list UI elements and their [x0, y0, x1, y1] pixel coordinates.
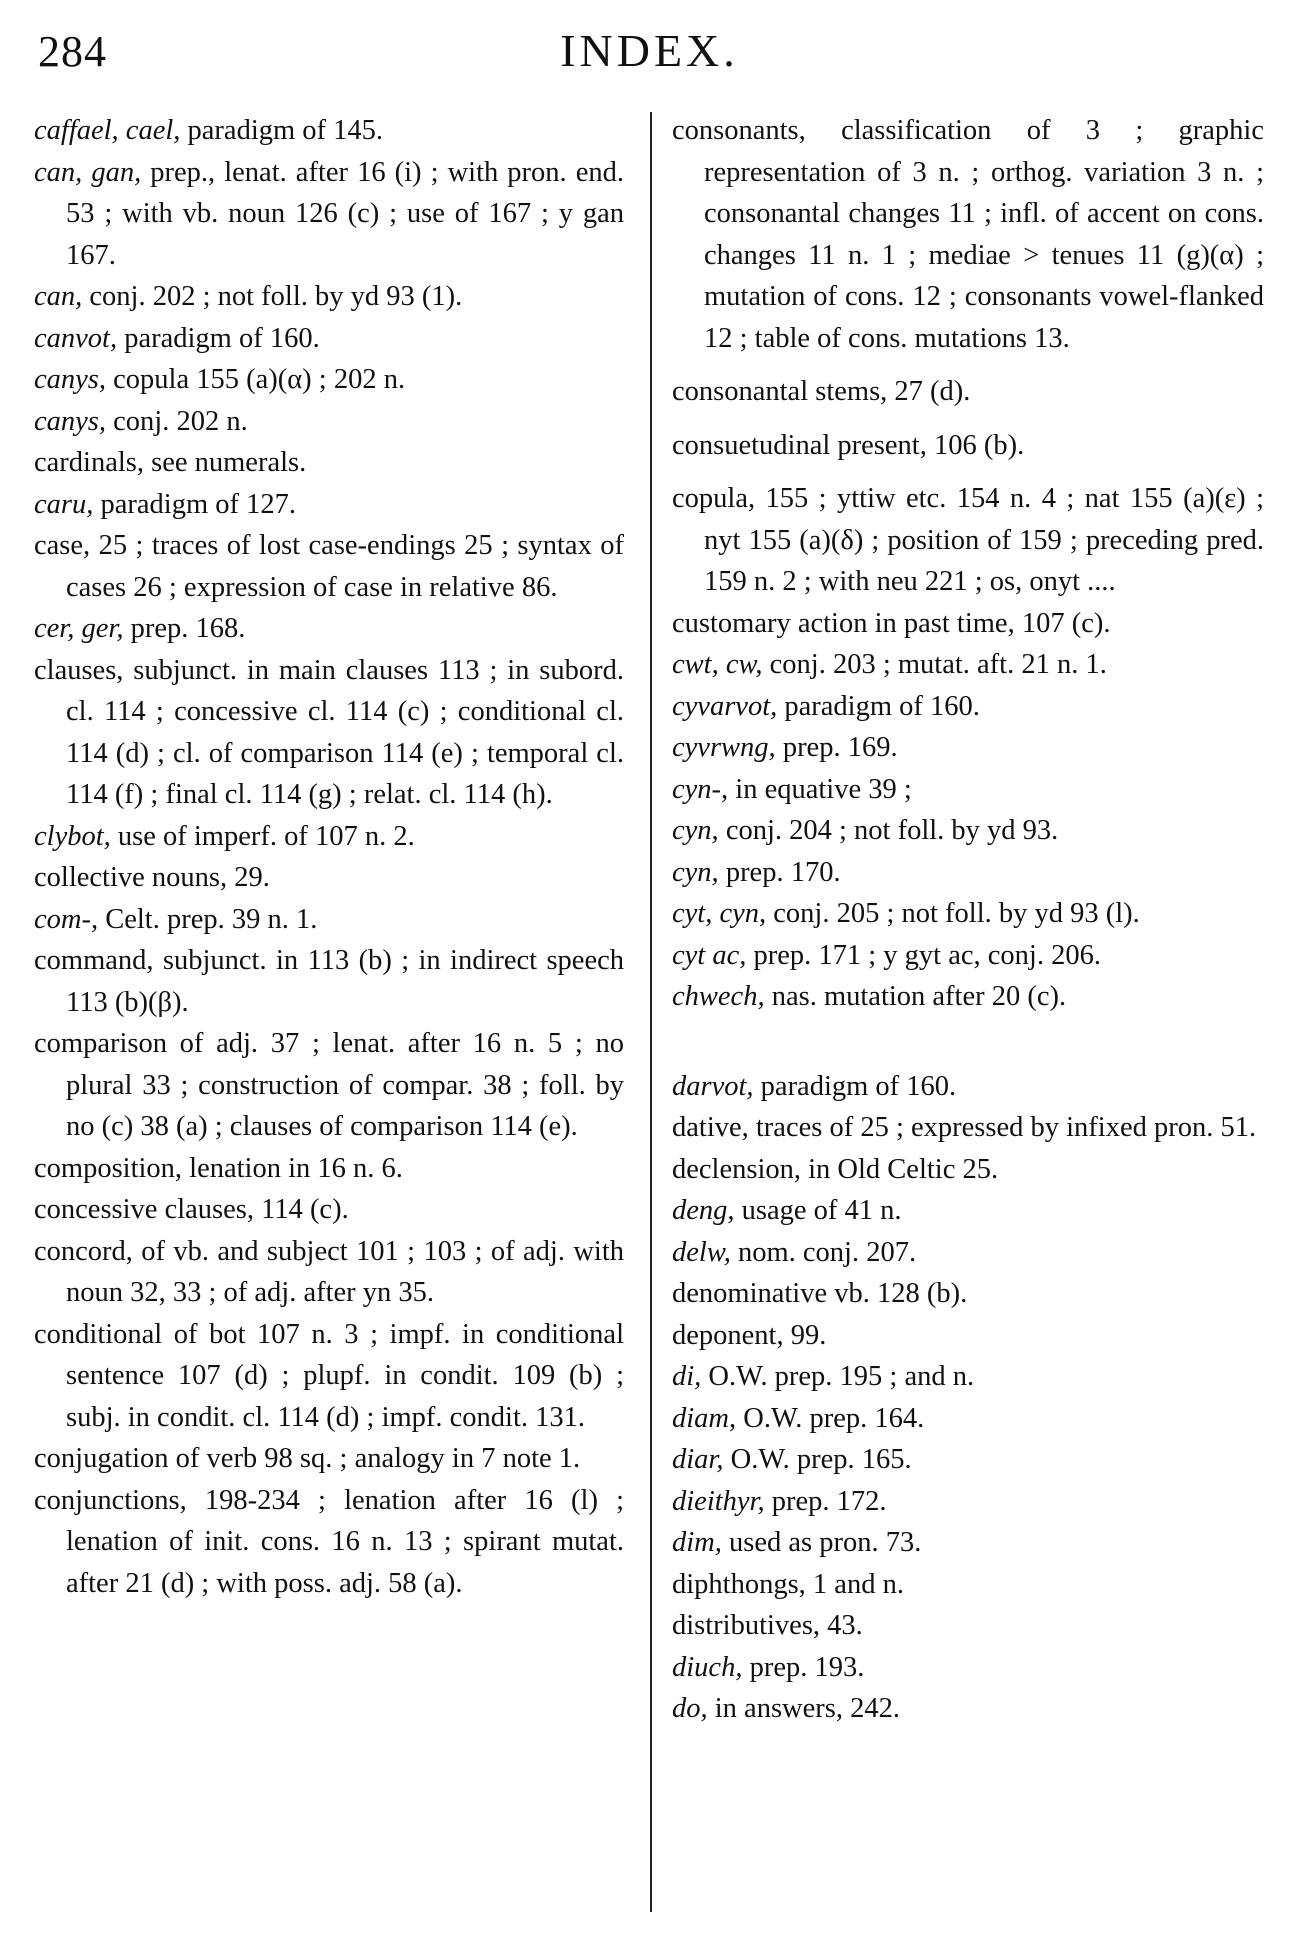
index-entry: [672, 810, 1264, 852]
entry-headword: canvot,: [34, 322, 118, 354]
entry-headword: chwech,: [672, 981, 765, 1012]
entry-headword: cyt ac,: [672, 939, 747, 971]
index-entry: [34, 608, 624, 650]
index-entry: [34, 1148, 624, 1190]
index-entry: [672, 1232, 1264, 1274]
index-column-right: [672, 110, 1264, 1730]
index-entry: [672, 478, 1264, 603]
index-column-left: [34, 110, 624, 1604]
index-entry: [672, 1273, 1264, 1315]
entry-headword: delw,: [672, 1236, 731, 1268]
entry-text: paradigm of 160.: [117, 322, 320, 354]
index-entry: [672, 1190, 1264, 1232]
entry-headword: cyt, cyn,: [672, 898, 767, 929]
entry-text: concord, of vb. and subject 101 ; 103 ; of adj. with noun 32, 33 ; of adj. after yn 35.: [34, 1235, 624, 1308]
index-entry: [672, 852, 1264, 894]
index-entry: [672, 425, 1264, 467]
entry-headword: deng,: [672, 1195, 735, 1226]
index-entry: [34, 359, 624, 401]
index-entry: [34, 1438, 624, 1480]
entry-text: conj. 204 ; not foll. by yd 93.: [718, 815, 1059, 846]
entry-headword: cyvarvot,: [672, 690, 778, 722]
entry-headword: cyn,: [672, 856, 719, 888]
entry-text: in equative 39 ;: [728, 773, 912, 805]
index-entry: [672, 1564, 1264, 1606]
index-entry: [34, 484, 624, 526]
index-entry: [672, 644, 1264, 686]
entry-headword: com-,: [34, 903, 99, 935]
entry-headword: diam,: [672, 1402, 737, 1434]
entry-headword: canys,: [34, 364, 107, 395]
entry-text: prep. 170.: [718, 856, 841, 888]
entry-headword: cyvrwng,: [672, 732, 776, 763]
entry-headword: cer, ger,: [34, 613, 124, 644]
entry-text: conjunctions, 198-234 ; lenation after 16 (l) ; lenation of init. cons. 16 n. 13 ; spirant mutat. after 21 (d) ; with poss. adj. 58 (a).: [34, 1484, 624, 1599]
entry-text: O.W. prep. 164.: [736, 1402, 925, 1434]
entry-text: consonantal stems, 27 (d).: [672, 376, 971, 407]
entry-headword: caffael, cael,: [34, 115, 181, 146]
index-entry: [34, 899, 624, 941]
entry-text: prep. 171 ; y gyt ac, conj. 206.: [746, 939, 1101, 971]
index-entry: [34, 110, 624, 152]
index-entry: [672, 1315, 1264, 1357]
index-entry: [34, 401, 624, 443]
index-entry: [34, 1023, 624, 1148]
index-entry: [672, 1066, 1264, 1108]
entry-text: conj. 202 n.: [106, 405, 248, 437]
index-entry: [34, 525, 624, 608]
entry-text: consuetudinal present, 106 (b).: [672, 429, 1025, 461]
entry-text: composition, lenation in 16 n. 6.: [34, 1152, 403, 1184]
entry-headword: dieithyr,: [672, 1485, 765, 1517]
entry-text: prep. 172.: [764, 1485, 887, 1517]
entry-text: prep., lenat. after 16 (i) ; with pron. end. 53 ; with vb. noun 126 (c) ; use of 167 ; y gan 167.: [66, 156, 624, 271]
entry-text: in answers, 242.: [707, 1693, 900, 1724]
entry-headword: dim,: [672, 1527, 722, 1558]
entry-text: used as pron. 73.: [721, 1527, 922, 1558]
entry-text: customary action in past time, 107 (c).: [672, 607, 1111, 639]
entry-text: conditional of bot 107 n. 3 ; impf. in conditional sentence 107 (d) ; plupf. in condit. 109 (b) ; subj. in condit. cl. 114 (d) ; impf. condit. 131.: [34, 1318, 624, 1433]
entry-headword: do,: [672, 1693, 708, 1724]
index-entry: [672, 1688, 1264, 1730]
entry-text: paradigm of 145.: [180, 115, 384, 146]
entry-text: prep. 169.: [775, 732, 898, 763]
index-entry: [34, 816, 624, 858]
entry-text: conj. 205 ; not foll. by yd 93 (l).: [766, 898, 1140, 929]
entry-headword: diar,: [672, 1444, 724, 1475]
index-entry: [672, 371, 1264, 413]
entry-text: copula 155 (a)(α) ; 202 n.: [106, 364, 406, 395]
entry-text: use of imperf. of 107 n. 2.: [110, 820, 415, 852]
entry-text: dative, traces of 25 ; expressed by infixed pron. 51.: [672, 1112, 1257, 1143]
entry-text: conj. 202 ; not foll. by yd 93 (1).: [82, 281, 463, 312]
entry-text: deponent, 99.: [672, 1319, 827, 1351]
column-divider: [650, 112, 652, 1912]
index-entry: [672, 686, 1264, 728]
index-entry: [672, 727, 1264, 769]
entry-text: paradigm of 127.: [93, 488, 296, 520]
entry-headword: clybot,: [34, 820, 111, 852]
index-entry: [34, 318, 624, 360]
entry-text: cardinals, see numerals.: [34, 447, 307, 478]
entry-text: clauses, subjunct. in main clauses 113 ; in subord. cl. 114 ; concessive cl. 114 (c) ; conditional cl. 114 (d) ; cl. of comparison 114 (e) ; temporal cl. 114 (f) ; final cl. 114 (g) ; relat. cl. 114 (h).: [34, 654, 624, 810]
index-entry: [672, 1107, 1264, 1149]
index-entry: [672, 110, 1264, 359]
index-entry: [34, 152, 624, 277]
index-entry: [34, 442, 624, 484]
entry-text: O.W. prep. 165.: [723, 1444, 912, 1475]
index-entry: [34, 1314, 624, 1439]
index-entry: [672, 1149, 1264, 1191]
entry-headword: caru,: [34, 488, 94, 520]
entry-text: conjugation of verb 98 sq. ; analogy in 7 note 1.: [34, 1443, 581, 1474]
entry-text: O.W. prep. 195 ; and n.: [701, 1361, 975, 1392]
index-entry: [34, 1189, 624, 1231]
entry-text: collective nouns, 29.: [34, 862, 270, 893]
entry-text: case, 25 ; traces of lost case-endings 25 ; syntax of cases 26 ; expression of case in relative 86.: [34, 530, 624, 603]
entry-text: nas. mutation after 20 (c).: [764, 981, 1067, 1012]
entry-text: conj. 203 ; mutat. aft. 21 n. 1.: [762, 649, 1107, 680]
index-entry: [34, 857, 624, 899]
index-entry: [672, 1522, 1264, 1564]
entry-text: distributives, 43.: [672, 1610, 863, 1641]
index-entry: [34, 1231, 624, 1314]
index-entry: [672, 935, 1264, 977]
entry-headword: darvot,: [672, 1070, 754, 1102]
index-entry: [34, 650, 624, 816]
entry-text: paradigm of 160.: [753, 1070, 957, 1102]
entry-text: diphthongs, 1 and n.: [672, 1568, 904, 1600]
entry-headword: can, gan,: [34, 156, 142, 188]
page-number: 284: [38, 27, 107, 76]
entry-text: consonants, classification of 3 ; graphic representation of 3 n. ; orthog. variation 3 n. ; consonantal changes 11 ; infl. of accent on cons. changes 11 n. 1 ; mediae > tenues 11 (g)(α) ; mutation of cons. 12 ; consonants vowel-flanked 12 ; table of cons. mutations 13.: [672, 115, 1264, 354]
entry-headword: diuch,: [672, 1651, 743, 1683]
index-entry: [34, 1480, 624, 1605]
entry-text: prep. 168.: [123, 613, 246, 644]
index-entry: [672, 1605, 1264, 1647]
index-entry: [672, 603, 1264, 645]
page-title: INDEX.: [560, 25, 739, 76]
index-entry: [672, 1398, 1264, 1440]
entry-text: Celt. prep. 39 n. 1.: [98, 903, 318, 935]
entry-headword: cwt, cw,: [672, 649, 763, 680]
entry-headword: can,: [34, 281, 83, 312]
entry-text: nom. conj. 207.: [730, 1236, 917, 1268]
entry-text: copula, 155 ; yttiw etc. 154 n. 4 ; nat 155 (a)(ε) ; nyt 155 (a)(δ) ; position of 159 ; preceding pred. 159 n. 2 ; with neu 221 ; os, onyt ....: [672, 483, 1264, 597]
entry-text: usage of 41 n.: [734, 1195, 902, 1226]
index-entry: [672, 976, 1264, 1018]
index-entry: [34, 276, 624, 318]
entry-headword: di,: [672, 1361, 702, 1392]
index-entry: [34, 940, 624, 1023]
entry-text: denominative vb. 128 (b).: [672, 1278, 968, 1309]
index-entry: [672, 769, 1264, 811]
entry-text: paradigm of 160.: [777, 690, 980, 722]
entry-text: comparison of adj. 37 ; lenat. after 16 n. 5 ; no plural 33 ; construction of compar. 38 ; foll. by no (c) 38 (a) ; clauses of comparison 114 (e).: [34, 1028, 624, 1142]
entry-headword: cyn,: [672, 815, 719, 846]
entry-text: declension, in Old Celtic 25.: [672, 1153, 999, 1185]
entry-headword: cyn-,: [672, 773, 729, 805]
entry-text: concessive clauses, 114 (c).: [34, 1194, 349, 1225]
index-entry: [672, 1356, 1264, 1398]
entry-text: prep. 193.: [742, 1651, 865, 1683]
index-entry: [672, 1439, 1264, 1481]
index-entry: [672, 893, 1264, 935]
entry-headword: canys,: [34, 405, 107, 437]
entry-text: command, subjunct. in 113 (b) ; in indirect speech 113 (b)(β).: [34, 945, 624, 1018]
index-entry: [672, 1481, 1264, 1523]
index-entry: [672, 1647, 1264, 1689]
